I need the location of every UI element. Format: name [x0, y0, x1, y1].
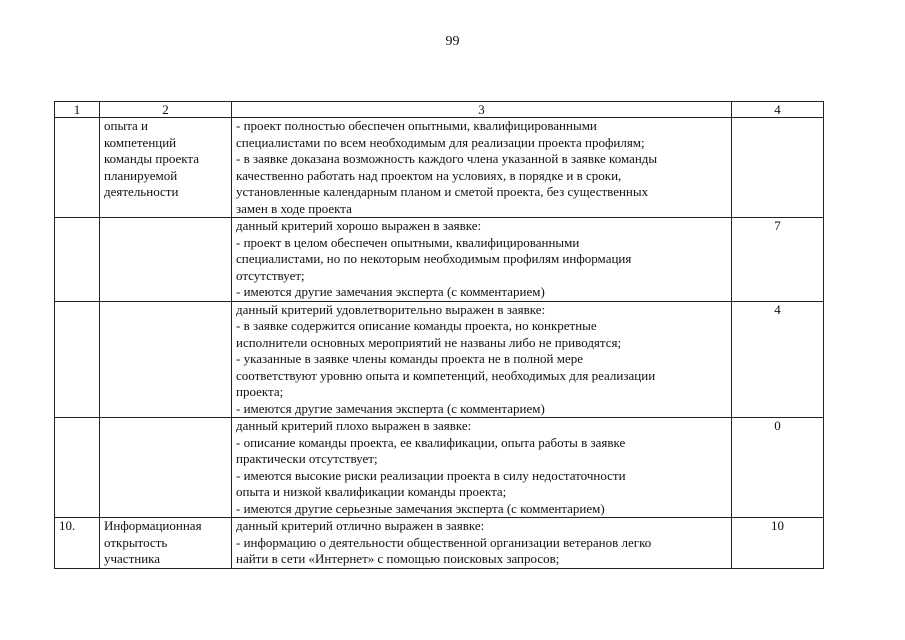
criterion-score: 0 — [732, 418, 824, 518]
description-line: - описание команды проекта, ее квалификации, опыта работы в заявке — [236, 434, 626, 450]
description-line: - информацию о деятельности общественной организации ветеранов легко — [236, 534, 652, 550]
criterion-name-line: деятельности — [104, 184, 179, 199]
description-line: данный критерий отлично выражен в заявке: — [236, 518, 485, 533]
criterion-number — [55, 418, 100, 518]
description-line: отсутствует; — [236, 267, 305, 283]
criterion-name — [100, 518, 232, 569]
criterion-description — [232, 301, 732, 418]
criterion-number: 10. — [55, 518, 100, 569]
table-row — [55, 518, 824, 569]
description-line: соответствуют уровню опыта и компетенций, необходимых для реализации — [236, 367, 656, 383]
table-row — [55, 418, 824, 518]
description-line: опыта и низкой квалификации команды проекта; — [236, 484, 507, 499]
criterion-name-line: компетенций — [104, 134, 177, 150]
criterion-score: 7 — [732, 218, 824, 302]
criterion-name — [100, 301, 232, 418]
criterion-score: 10 — [732, 518, 824, 569]
description-line: исполнители основных мероприятий не названы либо не приводятся; — [236, 334, 622, 350]
table-row — [55, 301, 824, 418]
criteria-table — [54, 101, 824, 569]
criterion-name — [100, 218, 232, 302]
description-line: - в заявке содержится описание команды проекта, но конкретные — [236, 318, 597, 333]
description-line: данный критерий хорошо выражен в заявке: — [236, 218, 482, 233]
description-line: данный критерий плохо выражен в заявке: — [236, 418, 472, 433]
description-line: данный критерий удовлетворительно выражен в заявке: — [236, 301, 546, 317]
criterion-name-line: участника — [104, 551, 161, 566]
description-line: установленные календарным планом и сметой проекта, без существенных — [236, 184, 649, 199]
description-line: практически отсутствует; — [236, 451, 378, 466]
criterion-name-line: планируемой — [104, 167, 178, 183]
column-header: 4 — [732, 102, 824, 118]
criterion-number — [55, 218, 100, 302]
criterion-description — [232, 118, 732, 218]
criterion-name — [100, 118, 232, 218]
table-header-row — [55, 102, 824, 118]
criterion-name-line: опыта и — [104, 118, 149, 133]
description-line: качественно работать над проектом на условиях, в порядке и в сроки, — [236, 167, 622, 183]
column-header: 1 — [55, 102, 100, 118]
description-line: - имеются другие замечания эксперта (с комментарием) — [236, 400, 545, 416]
criterion-name-line: команды проекта — [104, 151, 200, 166]
criterion-name-line: открытость — [104, 534, 168, 550]
criterion-number — [55, 301, 100, 418]
page-number: 99 — [445, 34, 460, 49]
description-line: - проект полностью обеспечен опытными, квалифицированными — [236, 118, 597, 133]
description-line: - указанные в заявке члены команды проекта не в полной мере — [236, 351, 584, 366]
criterion-score — [732, 118, 824, 218]
description-line: - проект в целом обеспечен опытными, квалифицированными — [236, 234, 580, 250]
description-line: - в заявке доказана возможность каждого члена указанной в заявке команды — [236, 151, 658, 166]
description-line: специалистами, но по некоторым необходимым профилям информация — [236, 251, 632, 266]
column-header: 3 — [232, 102, 732, 118]
table-row — [55, 118, 824, 218]
description-line: - имеются другие серьезные замечания эксперта (с комментарием) — [236, 500, 605, 516]
description-line: замен в ходе проекта — [236, 200, 352, 216]
criterion-name — [100, 418, 232, 518]
criterion-description — [232, 518, 732, 569]
description-line: проекта; — [236, 384, 284, 399]
criterion-number — [55, 118, 100, 218]
criterion-description — [232, 418, 732, 518]
description-line: специалистами по всем необходимым для реализации проекта профилям; — [236, 134, 645, 150]
criterion-score: 4 — [732, 301, 824, 418]
table-row — [55, 218, 824, 302]
description-line: найти в сети «Интернет» с помощью поисковых запросов; — [236, 551, 560, 566]
description-line: - имеются высокие риски реализации проекта в силу недостаточности — [236, 467, 626, 483]
description-line: - имеются другие замечания эксперта (с комментарием) — [236, 284, 545, 299]
criterion-name-line: Информационная — [104, 518, 202, 533]
column-header: 2 — [100, 102, 232, 118]
criterion-description — [232, 218, 732, 302]
